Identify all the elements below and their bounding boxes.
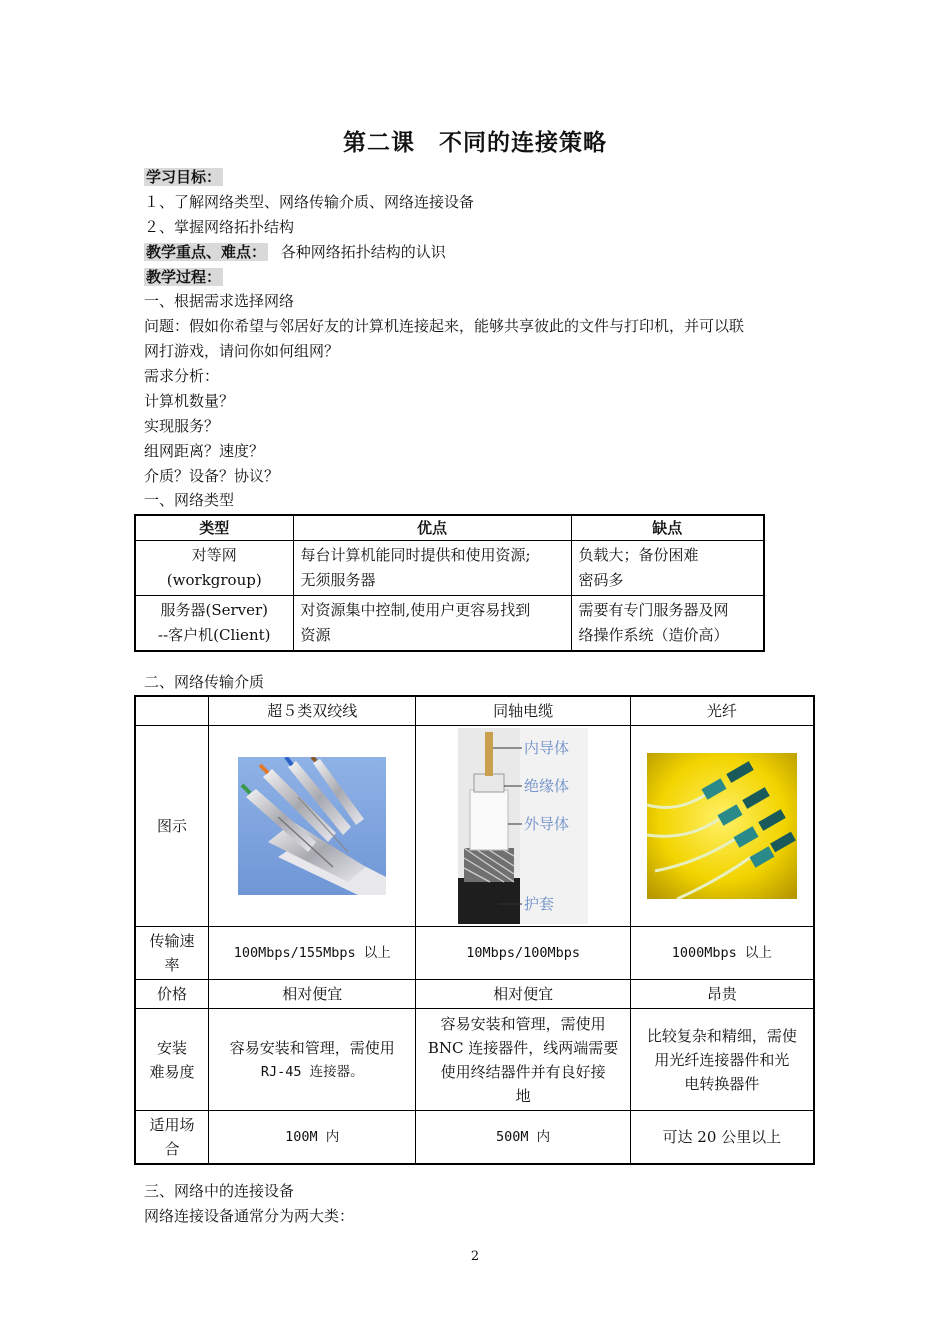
cell-line: 每台计算机能同时提供和使用资源; [300,546,531,564]
install-fiber [630,1009,814,1111]
coax-label: 外导体 [524,815,570,833]
media-table [134,695,815,1165]
cell-line: 无须服务器 [300,571,376,589]
cons-cell [571,596,764,652]
header-fiber: 光纤 [630,696,814,726]
figure-label: 图示 [135,726,209,927]
cell-line: 资源 [300,626,331,644]
objectives-row [144,167,223,187]
key-points-row [144,242,446,262]
speed-row [135,927,814,980]
cell-line: BNC 连接器件，线两端需要 [427,1038,619,1057]
table-row [135,596,764,652]
analysis-label: 需求分析： [144,367,220,385]
cell-line: 难易度 [149,1062,195,1081]
install-row [135,1009,814,1111]
twisted-pair-image [238,757,386,895]
cell-line: 密码多 [578,571,624,589]
cell-line: 适用场 [149,1116,195,1134]
key-points-label: 教学重点、难点： [146,243,267,261]
fiber-image-cell [630,726,814,927]
header-coax: 同轴电缆 [416,696,630,726]
cell-line: --客户机(Client) [158,626,271,644]
cell-line: 对等网 [191,546,237,564]
twisted-pair-image-cell [209,726,416,927]
install-label [135,1009,209,1111]
page-number: 2 [470,1249,480,1264]
type-cell [135,541,293,596]
cell-line: 使用终结器件并有良好接 [440,1062,606,1081]
header-cons: 缺点 [571,515,764,541]
analysis-item: 介质？设备？协议？ [144,467,280,485]
process-label: 教学过程： [146,268,222,286]
price-twisted-pair: 相对便宜 [209,980,416,1009]
coax-label: 内导体 [524,739,570,757]
empty-header-cell [135,696,209,726]
cell-line: 电转换器件 [684,1074,760,1093]
cell-line: (workgroup) [166,571,262,589]
question-line-2: 网打游戏，请问你如何组网？ [144,342,340,360]
price-coax: 相对便宜 [416,980,630,1009]
cell-line: RJ-45 连接器。 [260,1063,364,1080]
fiber-image [647,753,797,899]
question-line-1: 问题：假如你希望与邻居好友的计算机连接起来，能够共享彼此的文件与打印机，并可以联 [144,317,745,335]
pros-cell [293,541,571,596]
usage-label [135,1111,209,1165]
usage-row [135,1111,814,1165]
network-types-table [134,514,765,652]
cell-line: 用光纤连接器件和光 [654,1050,790,1069]
cell-line: 负载大；备份困难 [578,546,699,564]
cell-line: 对资源集中控制,使用户更容易找到 [300,601,531,619]
header-type: 类型 [135,515,293,541]
install-coax [416,1009,630,1111]
speed-coax: 10Mbps/100Mbps [416,927,630,980]
table-row [135,541,764,596]
install-twisted-pair [209,1009,416,1111]
objective-2: ２、掌握网络拓扑结构 [144,218,295,236]
cons-cell [571,541,764,596]
speed-label [135,927,209,980]
cell-line: 合 [164,1140,180,1158]
pros-cell [293,596,571,652]
cell-line: 安装 [156,1038,187,1057]
price-row [135,980,814,1009]
analysis-item: 计算机数量？ [144,392,235,410]
page-title: 第二课 不同的连接策略 [343,130,607,156]
objective-1: １、了解网络类型、网络传输介质、网络连接设备 [144,193,475,211]
cell-line: 服务器(Server) [160,601,269,619]
analysis-item: 组网距离？速度？ [144,442,265,460]
process-row [144,267,223,287]
coax-label: 护套 [524,895,555,913]
header-twisted-pair: 超５类双绞线 [209,696,416,726]
cell-line: 传输速 [149,932,195,950]
usage-coax: 500M 内 [416,1111,630,1165]
cell-line: 容易安装和管理，需使用 [229,1038,395,1057]
coax-image-cell [416,726,630,927]
cell-line: 率 [164,956,180,974]
network-types-heading: 一、网络类型 [144,491,235,509]
usage-twisted-pair: 100M 内 [209,1111,416,1165]
figure-row [135,726,814,927]
cell-line: 地 [515,1086,531,1105]
table-header-row [135,515,764,541]
coax-label: 绝缘体 [524,777,570,795]
speed-fiber: 1000Mbps 以上 [630,927,814,980]
coax-image [458,728,588,924]
usage-fiber: 可达 20 公里以上 [630,1111,814,1165]
type-cell [135,596,293,652]
price-label: 价格 [135,980,209,1009]
cell-line: 比较复杂和精细，需使 [646,1026,797,1045]
price-fiber: 昂贵 [630,980,814,1009]
objectives-label: 学习目标： [146,168,222,186]
devices-text: 网络连接设备通常分为两大类： [144,1207,355,1225]
header-pros: 优点 [293,515,571,541]
key-points-text: 各种网络拓扑结构的认识 [280,243,446,261]
devices-heading: 三、网络中的连接设备 [144,1182,295,1200]
cell-line: 络操作系统（造价高） [578,626,729,644]
table-header-row [135,696,814,726]
media-heading: 二、网络传输介质 [144,673,265,691]
analysis-item: 实现服务？ [144,417,220,435]
cell-line: 需要有专门服务器及网 [578,601,729,619]
cell-line: 容易安装和管理，需使用 [440,1014,606,1033]
speed-twisted-pair: 100Mbps/155Mbps 以上 [209,927,416,980]
section-heading-1: 一、根据需求选择网络 [144,292,295,310]
